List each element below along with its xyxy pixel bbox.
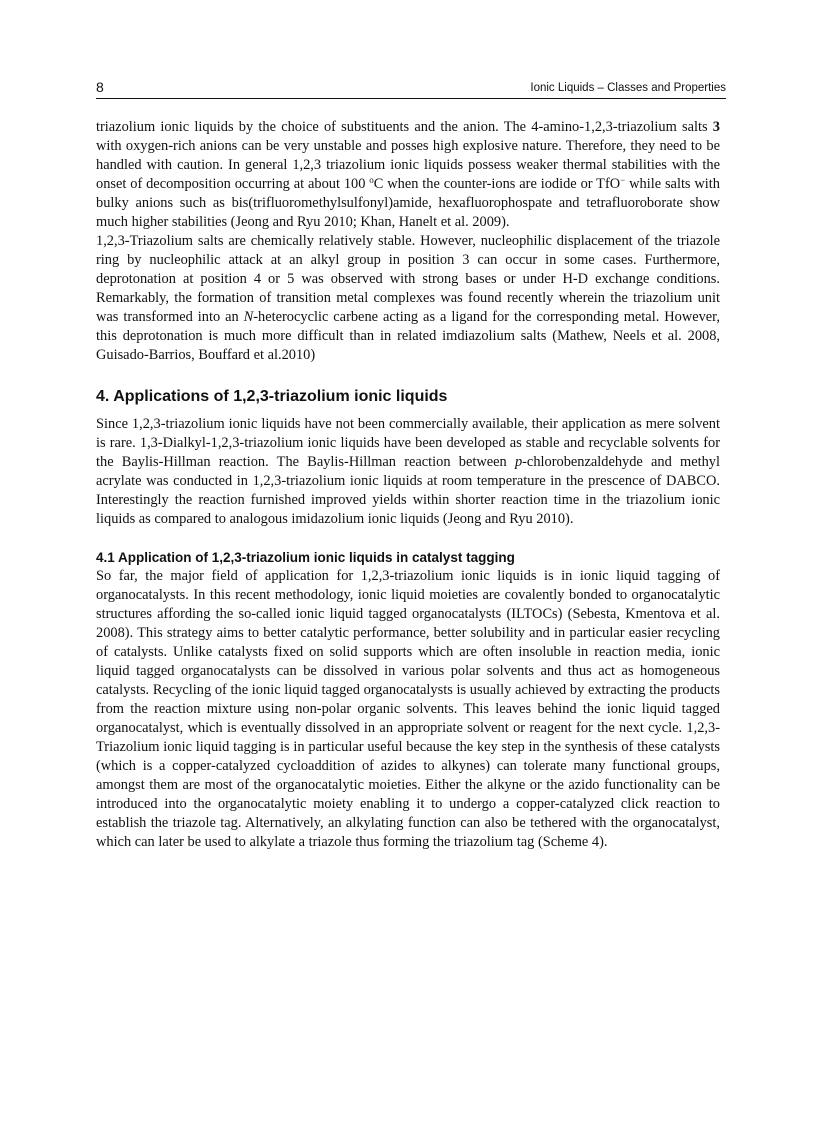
running-head xyxy=(96,78,726,99)
paragraph-applications xyxy=(96,415,720,529)
degree-superscript: o xyxy=(369,175,374,185)
text-run: C when the counter-ions are iodide or TfO xyxy=(373,176,621,192)
paragraph-chemical-stability xyxy=(96,232,720,365)
paragraph-catalyst-tagging: So far, the major field of application for 1,2,3-triazolium ionic liquids is in ionic liquid tagging of organocatalysts. In this recent methodology, ionic liquid moieties are covalently bonded to organocatalytic structures affording the so-called ionic liquid tagged organocatalysts (ILTOCs) (Sebesta, Kmentova et al. 2008). This strategy aims to better catalytic performance, better solubility and in particular easier recycling of catalysts. Unlike catalysts fixed on solid supports which are often insoluble in reaction media, ionic liquid tagged organocatalysts can be dissolved in various polar solvents and thus act as homogeneous catalysts. Recycling of the ionic liquid tagged organocatalysts is usually achieved by extracting the products from the reaction mixture using non-polar organic solvents. This leaves behind the ionic liquid tagged organocatalyst, which is eventually dissolved in an appropriate solvent or reagent for the next cycle. 1,2,3-Triazolium ionic liquid tagging is in particular useful because the key step in the synthesis of these catalysts (which is a copper-catalyzed cycloaddition of azides to alkynes) can tolerate many functional groups, amongst them are most of the organocatalytic moieties. Either the alkyne or the azido functionality can be introduced into the organocatalytic moiety enabling it to undergo a copper-catalyzed click reaction to establish the triazole tag. Alternatively, an alkylating function can also be tethered with the organocatalyst, which can later be used to alkylate a triazole thus forming the triazolium tag (Scheme 4). xyxy=(96,568,720,850)
subsection-heading-catalyst-tagging: 4.1 Application of 1,2,3-triazolium ionic liquids in catalyst tagging xyxy=(96,550,515,565)
text-run: triazolium ionic liquids by the choice of substituents and the anion. The 4-amino-1,2,3-triazolium salts xyxy=(96,119,713,135)
body-text xyxy=(96,118,720,852)
paragraph-thermal-stability xyxy=(96,118,720,232)
text-run: 1,2,3-Triazolium salts are chemically relatively stable. However, nucleophilic displacement of the triazole ring by nucleophilic attack at an alkyl group in position 3 can occur in some cases. Furthermore, deprotonation at position 4 or 5 was observed with strong bases or under H-D exchange conditions. Remarkably, the formation of transition metal complexes was found recently wherein the triazolium unit was transformed into an xyxy=(96,233,720,325)
charge-superscript: − xyxy=(620,175,626,185)
text-run: -heterocyclic carbene acting as a ligand for the corresponding metal. However, this deprotonation is much more difficult than in related imdiazolium salts (Mathew, Neels et al. 2008, Guisado-Barrios, Bouffard et al.2010) xyxy=(96,309,720,363)
running-title: Ionic Liquids – Classes and Properties xyxy=(530,82,726,94)
text-run: -chlorobenzaldehyde and methyl acrylate was conducted in 1,2,3-triazolium ionic liquids at room temperature in the prescence of DABCO. Interestingly the reaction furnished improved yields within shorter reaction time in the triazolium ionic liquids as compared to analogous imidazolium ionic liquids (Jeong and Ryu 2010). xyxy=(96,454,720,527)
text-run: with oxygen-rich anions can be very unstable and posses high explosive nature. Therefore, they need to be handled with caution. In general 1,2,3 triazolium ionic liquids possess weaker thermal stabilities with the onset of decomposition occurring at about 100 xyxy=(96,138,720,192)
text-run: while salts with bulky anions such as bis(trifluoromethylsulfonyl)amide, hexafluorophospate and tetrafluoroborate show much higher stabilities (Jeong and Ryu 2010; Khan, Hanelt et al. 2009). xyxy=(96,176,720,230)
text-run: Since 1,2,3-triazolium ionic liquids have not been commercially available, their application as mere solvent is rare. 1,3-Dialkyl-1,2,3-triazolium ionic liquids have been developed as stable and recyclable solvents for the Baylis-Hillman reaction. The Baylis-Hillman reaction between xyxy=(96,416,720,470)
italic-n: N xyxy=(243,309,254,325)
compound-number: 3 xyxy=(712,119,720,135)
section-heading-applications: 4. Applications of 1,2,3-triazolium ionic liquids xyxy=(96,388,448,405)
italic-p: p xyxy=(514,454,523,470)
page-number: 8 xyxy=(96,79,104,95)
